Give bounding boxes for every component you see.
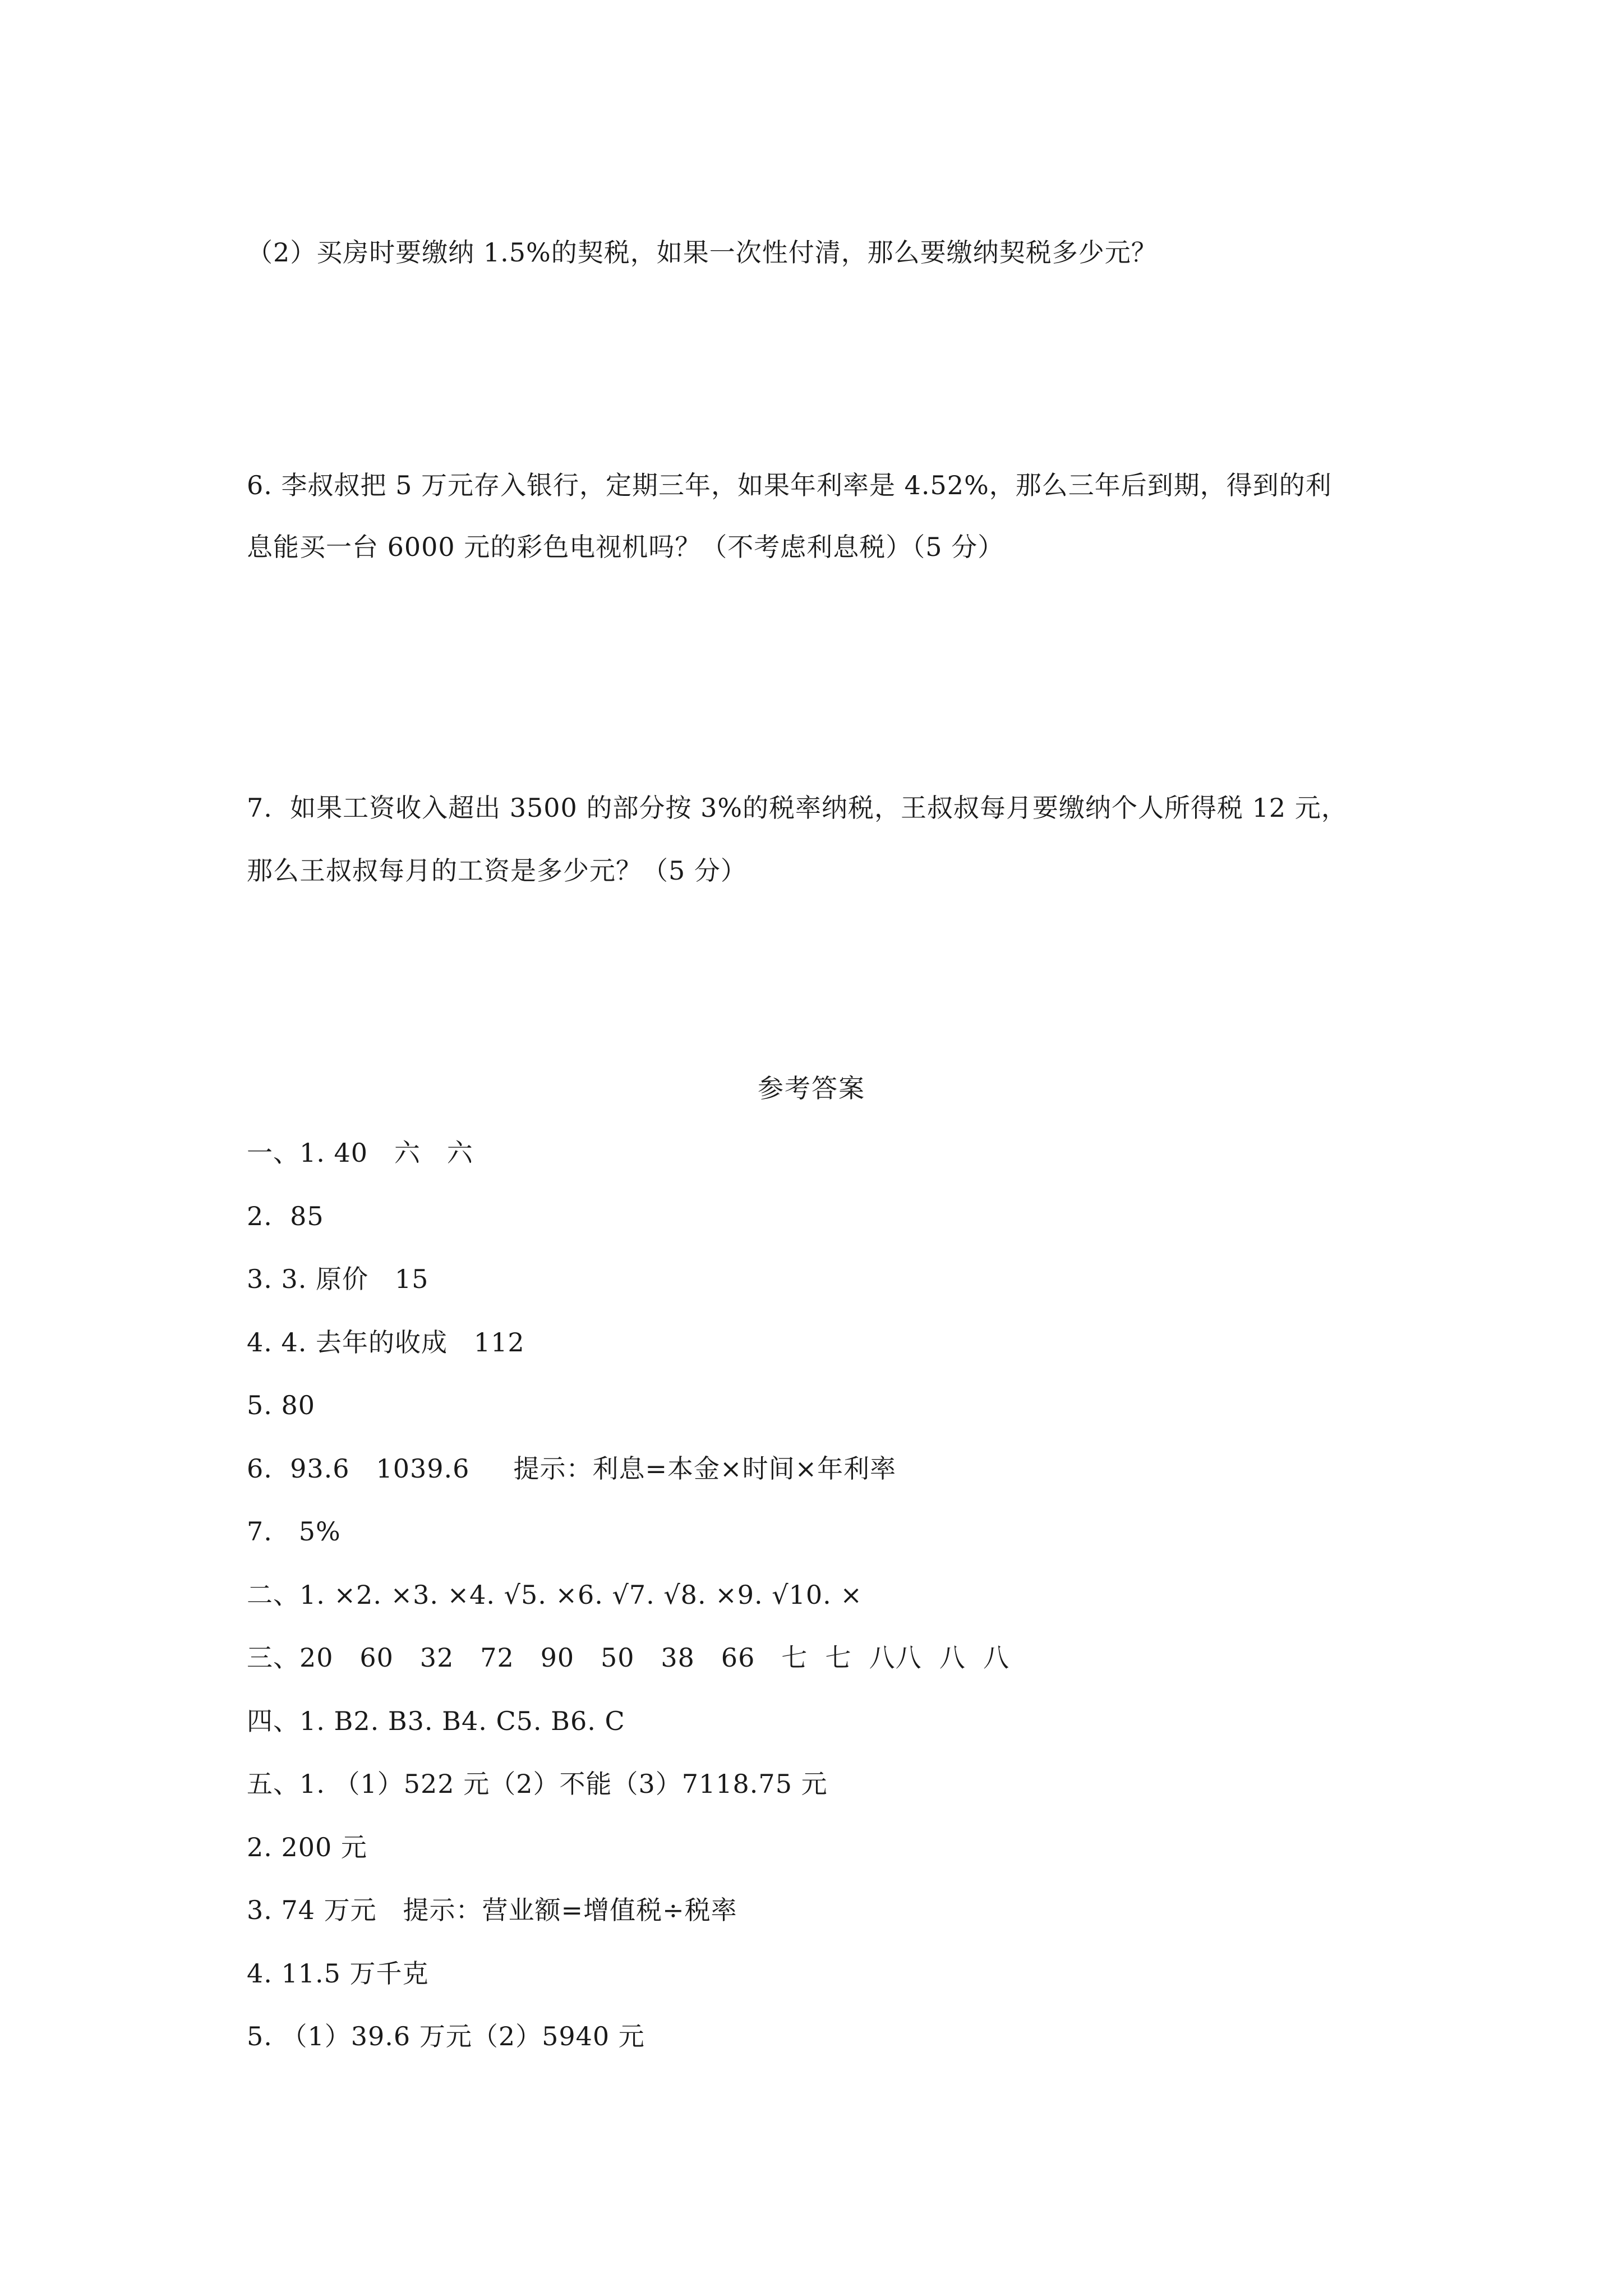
answer-line: 2. 200 元 (247, 1832, 367, 1862)
answer-line: 3. 3. 原价 15 (247, 1264, 429, 1294)
question-5-part-2: （2）买房时要缴纳 1.5%的契税，如果一次性付清，那么要缴纳契税多少元？ (247, 237, 1158, 268)
answer-line: 6. 93.6 1039.6 提示：利息=本金×时间×年利率 (247, 1453, 897, 1484)
answer-line: 5. （1）39.6 万元（2）5940 元 (247, 2021, 645, 2051)
answer-line: 四、1. B2. B3. B4. C5. B6. C (247, 1706, 625, 1736)
question-6-line-2: 息能买一台 6000 元的彩色电视机吗？（不考虑利息税）（5 分） (247, 532, 1004, 562)
answer-line: 五、1. （1）522 元（2）不能（3）7118.75 元 (247, 1769, 828, 1799)
question-6-line-1: 6. 李叔叔把 5 万元存入银行，定期三年，如果年利率是 4.52%，那么三年后到期，得到的利 (247, 470, 1332, 500)
answer-line: 7. 5% (247, 1516, 341, 1547)
answer-line: 4. 11.5 万千克 (247, 1958, 429, 1989)
answer-line: 二、1. ×2. ×3. ×4. √5. ×6. √7. √8. ×9. √10. × (247, 1580, 863, 1610)
answer-line: 5. 80 (247, 1390, 316, 1420)
question-7-line-1: 7. 如果工资收入超出 3500 的部分按 3%的税率纳税，王叔叔每月要缴纳个人所得税 12 元， (247, 793, 1348, 823)
answer-line: 4. 4. 去年的收成 112 (247, 1327, 525, 1358)
answer-line: 3. 74 万元 提示：营业额=增值税÷税率 (247, 1895, 737, 1925)
question-7-line-2: 那么王叔叔每月的工资是多少元？（5 分） (247, 855, 747, 886)
answer-line: 一、1. 40 六 六 (247, 1138, 473, 1168)
answer-line: 2. 85 (247, 1201, 324, 1231)
answer-line: 三、20 60 32 72 90 50 38 66 七 七 八八 八 八 (247, 1642, 1010, 1673)
answer-key-title: 参考答案 (758, 1073, 865, 1103)
